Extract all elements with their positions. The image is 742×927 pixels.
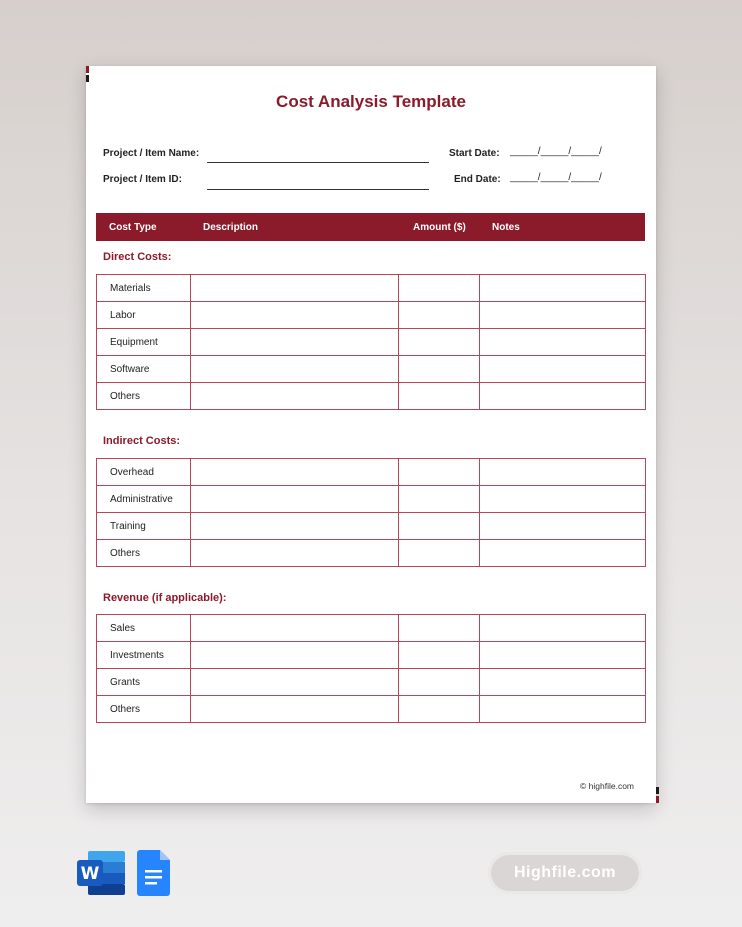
description-cell[interactable] [191,696,399,723]
column-header-notes: Notes [492,222,520,233]
amount-cell[interactable] [399,486,480,513]
cost-type-cell: Software [97,356,191,383]
notes-cell[interactable] [480,486,646,513]
notes-cell[interactable] [480,383,646,410]
cost-type-cell: Overhead [97,459,191,486]
table-row [97,540,646,567]
table-row [97,669,646,696]
notes-cell[interactable] [480,540,646,567]
cost-type-cell: Sales [97,615,191,642]
amount-cell[interactable] [399,642,480,669]
ms-word-icon[interactable] [77,851,125,895]
description-cell[interactable] [191,356,399,383]
section-title-indirect-costs: Indirect Costs: [103,435,181,447]
description-cell[interactable] [191,302,399,329]
footer-credit: © highfile.com [580,781,634,791]
end-date-field[interactable]: _____/_____/_____/ [510,172,602,183]
amount-cell[interactable] [399,513,480,540]
google-docs-icon[interactable] [137,850,170,896]
table-row [97,642,646,669]
notes-cell[interactable] [480,669,646,696]
notes-cell[interactable] [480,642,646,669]
table-header-bar [96,213,645,241]
table-row [97,383,646,410]
table-row [97,486,646,513]
section-title-revenue: Revenue (if applicable): [103,592,227,604]
section-title-direct-costs: Direct Costs: [103,251,172,263]
project-id-field[interactable] [207,189,429,190]
description-cell[interactable] [191,486,399,513]
cost-type-cell: Training [97,513,191,540]
project-id-label: Project / Item ID: [103,174,182,185]
amount-cell[interactable] [399,356,480,383]
project-name-label: Project / Item Name: [103,148,200,159]
amount-cell[interactable] [399,696,480,723]
document-page [86,66,656,803]
cost-type-cell: Equipment [97,329,191,356]
cost-type-cell: Administrative [97,486,191,513]
table-row [97,615,646,642]
end-date-label: End Date: [454,174,501,185]
crop-mark-top-left [86,66,89,82]
amount-cell[interactable] [399,302,480,329]
column-header-cost-type: Cost Type [109,222,157,233]
description-cell[interactable] [191,642,399,669]
indirect-costs-table [96,458,646,567]
notes-cell[interactable] [480,275,646,302]
amount-cell[interactable] [399,459,480,486]
description-cell[interactable] [191,329,399,356]
table-row [97,275,646,302]
notes-cell[interactable] [480,356,646,383]
table-row [97,696,646,723]
notes-cell[interactable] [480,513,646,540]
start-date-label: Start Date: [449,148,500,159]
description-cell[interactable] [191,669,399,696]
table-row [97,329,646,356]
column-header-description: Description [203,222,259,233]
cost-type-cell: Others [97,383,191,410]
notes-cell[interactable] [480,459,646,486]
revenue-table [96,614,646,723]
table-row [97,302,646,329]
description-cell[interactable] [191,275,399,302]
amount-cell[interactable] [399,669,480,696]
notes-cell[interactable] [480,302,646,329]
column-header-amount: Amount ($) [413,222,466,233]
table-row [97,459,646,486]
notes-cell[interactable] [480,615,646,642]
crop-mark-bottom-right [656,787,659,803]
description-cell[interactable] [191,615,399,642]
description-cell[interactable] [191,540,399,567]
notes-cell[interactable] [480,329,646,356]
amount-cell[interactable] [399,275,480,302]
cost-type-cell: Grants [97,669,191,696]
table-row [97,356,646,383]
notes-cell[interactable] [480,696,646,723]
cost-type-cell: Others [97,540,191,567]
amount-cell[interactable] [399,540,480,567]
svg-text:W: W [80,864,100,884]
direct-costs-table [96,274,646,410]
table-row [97,513,646,540]
cost-type-cell: Materials [97,275,191,302]
description-cell[interactable] [191,383,399,410]
project-name-field[interactable] [207,162,429,163]
cost-type-cell: Labor [97,302,191,329]
amount-cell[interactable] [399,615,480,642]
description-cell[interactable] [191,513,399,540]
amount-cell[interactable] [399,383,480,410]
amount-cell[interactable] [399,329,480,356]
document-title: Cost Analysis Template [276,92,466,111]
highfile-brand-badge[interactable]: Highfile.com [488,852,642,894]
start-date-field[interactable]: _____/_____/_____/ [510,146,602,157]
description-cell[interactable] [191,459,399,486]
cost-type-cell: Others [97,696,191,723]
cost-type-cell: Investments [97,642,191,669]
